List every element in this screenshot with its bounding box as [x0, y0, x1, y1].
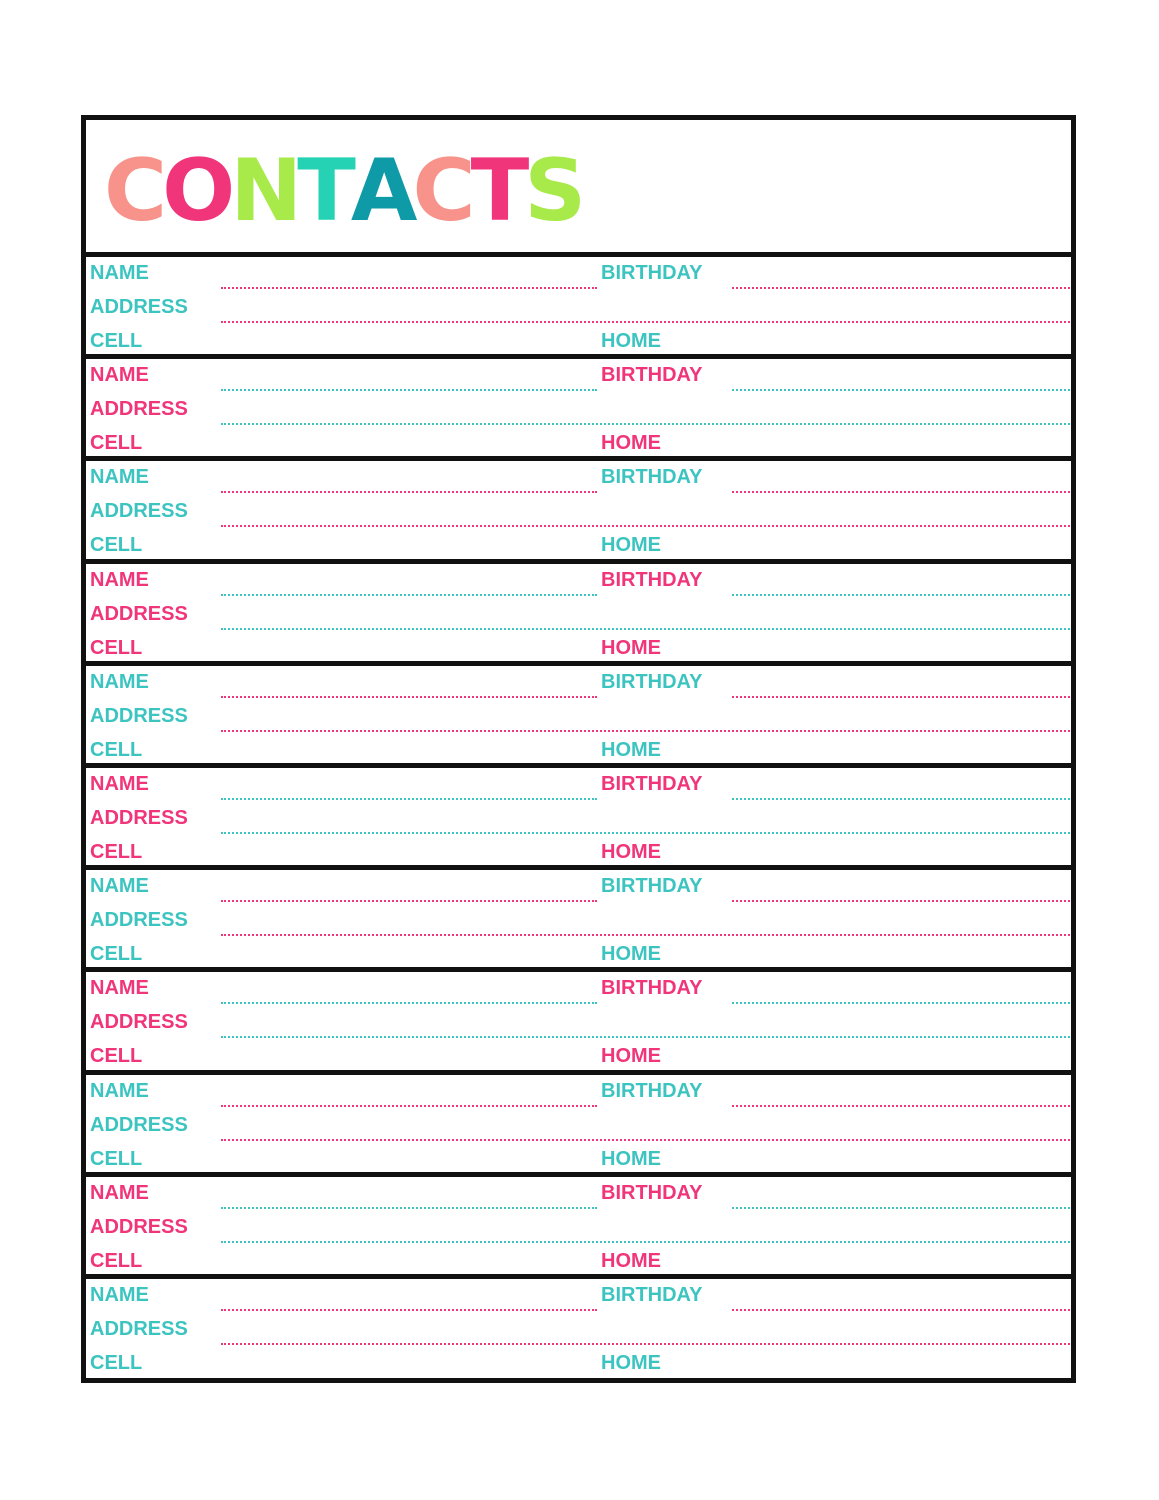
home-label: HOME: [601, 1352, 661, 1374]
contact-entry: [86, 870, 1071, 972]
birthday-label: BIRTHDAY: [601, 466, 703, 489]
address-label: ADDRESS: [90, 500, 188, 523]
birthday-label: BIRTHDAY: [601, 364, 703, 387]
cell-label: CELL: [90, 841, 143, 863]
home-label: HOME: [601, 432, 661, 455]
address-line[interactable]: [221, 628, 1070, 630]
cell-label: CELL: [90, 738, 143, 761]
address-line[interactable]: [221, 321, 1070, 323]
address-line[interactable]: [221, 832, 1070, 834]
birthday-line[interactable]: [732, 389, 1070, 391]
cell-label: CELL: [90, 1045, 143, 1068]
name-label: NAME: [90, 670, 149, 693]
cell-label: CELL: [90, 330, 143, 352]
birthday-label: BIRTHDAY: [601, 1181, 703, 1204]
address-line[interactable]: [221, 423, 1070, 425]
name-label: NAME: [90, 1284, 149, 1306]
birthday-label: BIRTHDAY: [601, 1079, 703, 1102]
cell-label: CELL: [90, 432, 143, 455]
contact-entry: [86, 768, 1071, 870]
name-line[interactable]: [221, 594, 597, 596]
name-line[interactable]: [221, 1207, 597, 1209]
birthday-label: BIRTHDAY: [601, 773, 703, 795]
title-letter: N: [230, 141, 298, 241]
birthday-label: BIRTHDAY: [601, 670, 703, 693]
title-letter: S: [524, 141, 582, 241]
birthday-label: BIRTHDAY: [601, 568, 703, 591]
address-line[interactable]: [221, 934, 1070, 936]
name-label: NAME: [90, 1079, 149, 1102]
name-line[interactable]: [221, 287, 597, 289]
birthday-label: BIRTHDAY: [601, 1284, 703, 1306]
page-title: [104, 141, 582, 241]
home-label: HOME: [601, 943, 661, 966]
home-label: HOME: [601, 1147, 661, 1170]
name-label: NAME: [90, 568, 149, 591]
cell-label: CELL: [90, 1352, 143, 1374]
birthday-line[interactable]: [732, 696, 1070, 698]
name-label: NAME: [90, 466, 149, 489]
birthday-label: BIRTHDAY: [601, 875, 703, 898]
name-line[interactable]: [221, 389, 597, 391]
home-label: HOME: [601, 1249, 661, 1272]
contact-entry: [86, 1177, 1071, 1279]
title-letter: C: [412, 141, 471, 241]
name-line[interactable]: [221, 1309, 597, 1311]
address-label: ADDRESS: [90, 909, 188, 932]
birthday-line[interactable]: [732, 900, 1070, 902]
address-label: ADDRESS: [90, 296, 188, 318]
title-letter: A: [350, 141, 413, 241]
birthday-line[interactable]: [732, 1002, 1070, 1004]
address-label: ADDRESS: [90, 1113, 188, 1136]
address-line[interactable]: [221, 730, 1070, 732]
address-label: ADDRESS: [90, 704, 188, 727]
birthday-label: BIRTHDAY: [601, 977, 703, 1000]
home-label: HOME: [601, 330, 661, 352]
address-line[interactable]: [221, 1036, 1070, 1038]
address-label: ADDRESS: [90, 398, 188, 421]
address-label: ADDRESS: [90, 1318, 188, 1340]
home-label: HOME: [601, 841, 661, 863]
name-line[interactable]: [221, 1105, 597, 1107]
contact-entry: [86, 359, 1071, 461]
address-line[interactable]: [221, 1343, 1070, 1345]
address-label: ADDRESS: [90, 1011, 188, 1034]
name-label: NAME: [90, 875, 149, 898]
cell-label: CELL: [90, 1249, 143, 1272]
address-line[interactable]: [221, 1139, 1070, 1141]
contacts-sheet: [81, 115, 1076, 1383]
home-label: HOME: [601, 534, 661, 557]
birthday-line[interactable]: [732, 798, 1070, 800]
address-line[interactable]: [221, 1241, 1070, 1243]
name-label: NAME: [90, 364, 149, 387]
name-line[interactable]: [221, 798, 597, 800]
title-letter: O: [162, 141, 231, 241]
name-line[interactable]: [221, 696, 597, 698]
name-line[interactable]: [221, 1002, 597, 1004]
name-label: NAME: [90, 977, 149, 1000]
name-label: NAME: [90, 773, 149, 795]
cell-label: CELL: [90, 1147, 143, 1170]
cell-label: CELL: [90, 534, 143, 557]
birthday-line[interactable]: [732, 1207, 1070, 1209]
address-line[interactable]: [221, 525, 1070, 527]
name-line[interactable]: [221, 900, 597, 902]
birthday-label: BIRTHDAY: [601, 262, 703, 284]
cell-label: CELL: [90, 943, 143, 966]
contact-entry: [86, 461, 1071, 563]
contact-entry: [86, 1279, 1071, 1378]
header: [86, 120, 1071, 257]
title-letter: T: [297, 141, 351, 241]
address-label: ADDRESS: [90, 1215, 188, 1238]
birthday-line[interactable]: [732, 287, 1070, 289]
home-label: HOME: [601, 738, 661, 761]
name-label: NAME: [90, 1181, 149, 1204]
title-letter: C: [104, 141, 163, 241]
contact-entry: [86, 972, 1071, 1074]
contact-entry: [86, 257, 1071, 359]
birthday-line[interactable]: [732, 1105, 1070, 1107]
contact-entry: [86, 1075, 1071, 1177]
birthday-line[interactable]: [732, 594, 1070, 596]
address-label: ADDRESS: [90, 807, 188, 829]
cell-label: CELL: [90, 636, 143, 659]
home-label: HOME: [601, 636, 661, 659]
home-label: HOME: [601, 1045, 661, 1068]
contact-entry: [86, 564, 1071, 666]
name-line[interactable]: [221, 491, 597, 493]
birthday-line[interactable]: [732, 1309, 1070, 1311]
address-label: ADDRESS: [90, 602, 188, 625]
birthday-line[interactable]: [732, 491, 1070, 493]
contact-entry: [86, 666, 1071, 768]
name-label: NAME: [90, 262, 149, 284]
title-letter: T: [470, 141, 525, 241]
